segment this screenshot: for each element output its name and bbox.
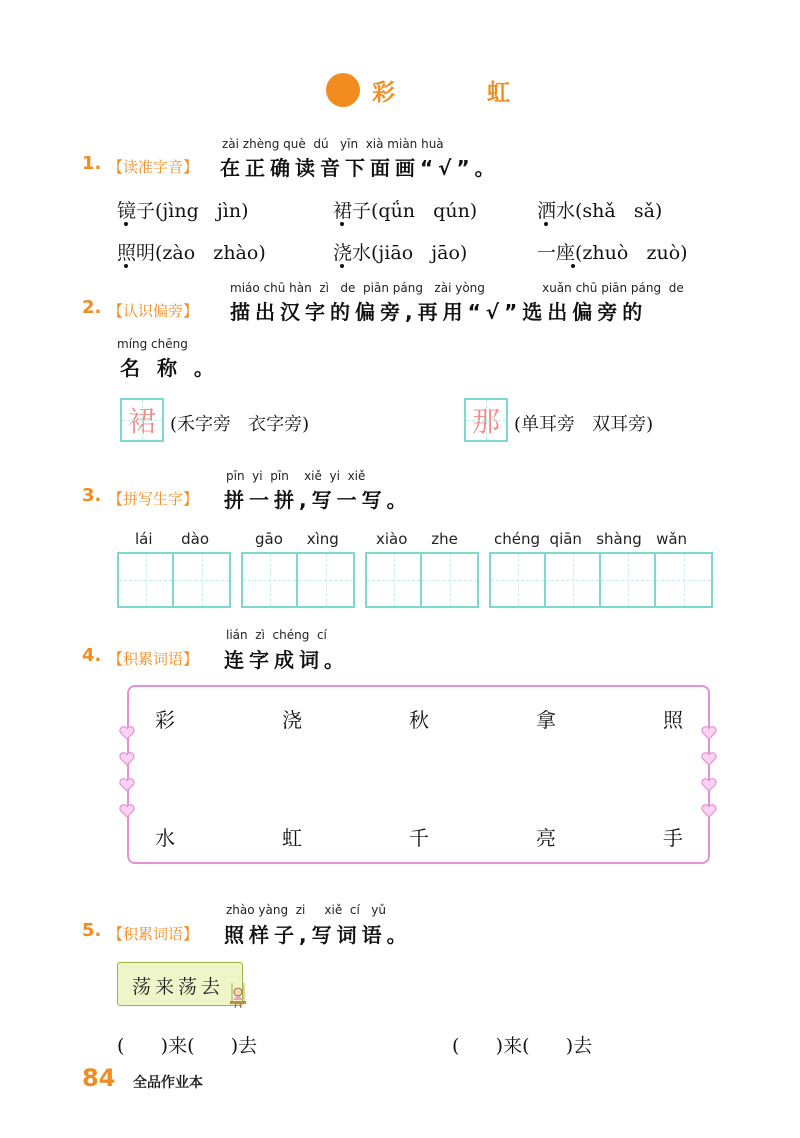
- page-number: 84: [82, 1064, 116, 1092]
- trace-char: 裙: [127, 405, 156, 438]
- heart-icon: [701, 751, 717, 767]
- q5-number: 5.: [82, 920, 102, 941]
- heart-icon: [119, 803, 135, 819]
- q1-number: 1.: [82, 153, 102, 174]
- q1-item: 浇水(jiāo jāo): [333, 242, 468, 264]
- q4-pinyin: lián zì chéng cí: [226, 628, 327, 642]
- q2-instruction-2: 名 称 。: [120, 356, 219, 380]
- writing-cell[interactable]: [298, 554, 353, 606]
- fill-blank[interactable]: ( )来( )去: [452, 1035, 593, 1057]
- word-pinyin: gāo xìng: [255, 530, 339, 548]
- connect-char-top[interactable]: 浇: [282, 708, 302, 732]
- title-text: 彩 虹: [372, 79, 553, 106]
- girl-on-swing-icon: [226, 983, 250, 1009]
- q2-pinyin: miáo chū hàn zì de piān páng zài yòng xuǎn chū piān páng de: [230, 281, 684, 295]
- emphasis-dot-icon: [340, 222, 344, 226]
- radical-trace-box[interactable]: [464, 398, 508, 442]
- heart-icon: [701, 803, 717, 819]
- connect-char-top[interactable]: 照: [663, 708, 683, 732]
- connect-char-top[interactable]: 秋: [409, 708, 429, 732]
- q4-instruction: 连字成词。: [224, 648, 349, 672]
- q5-pinyin: zhào yàng zi xiě cí yǔ: [226, 903, 386, 917]
- heart-icon: [119, 751, 135, 767]
- radical-options[interactable]: (禾字旁 衣字旁): [170, 414, 310, 435]
- word-pinyin: chéng qiān shàng wǎn: [494, 530, 688, 548]
- writing-cell[interactable]: [243, 554, 298, 606]
- q3-instruction: 拼一拼,写一写。: [224, 488, 412, 512]
- q2-tag: 【认识偏旁】: [108, 302, 199, 320]
- q2-pinyin-2: míng chēng: [117, 337, 188, 351]
- emphasis-dot-icon: [571, 264, 575, 268]
- q3-tag: 【拼写生字】: [108, 490, 199, 508]
- q1-instruction: 在正确读音下面画“√”。: [220, 156, 500, 180]
- q1-item: 洒水(shǎ sǎ): [537, 200, 663, 222]
- heart-icon: [701, 725, 717, 741]
- writing-cell[interactable]: [422, 554, 477, 606]
- q1-item: 照明(zào zhào): [117, 242, 266, 264]
- writing-grid: [365, 552, 479, 608]
- writing-cell[interactable]: [491, 554, 546, 606]
- heart-icon: [701, 777, 717, 793]
- emphasis-dot-icon: [340, 264, 344, 268]
- book-name: 全品作业本: [133, 1075, 203, 1091]
- connect-char-bottom[interactable]: 亮: [536, 826, 556, 850]
- heart-icon: [119, 725, 135, 741]
- radical-options[interactable]: (单耳旁 双耳旁): [514, 414, 654, 435]
- example-word: 荡来荡去: [132, 976, 225, 998]
- emphasis-dot-icon: [544, 222, 548, 226]
- writing-cell[interactable]: [174, 554, 229, 606]
- q3-pinyin: pīn yi pīn xiě yi xiě: [226, 469, 366, 483]
- q3-number: 3.: [82, 485, 102, 506]
- connect-char-bottom[interactable]: 水: [155, 826, 175, 850]
- writing-cell[interactable]: [601, 554, 656, 606]
- q4-tag: 【积累词语】: [108, 650, 199, 668]
- q5-instruction: 照样子,写词语。: [224, 923, 412, 947]
- radical-trace-box[interactable]: [120, 398, 164, 442]
- word-pinyin: lái dào: [135, 530, 210, 548]
- writing-cell[interactable]: [656, 554, 711, 606]
- q4-number: 4.: [82, 645, 102, 666]
- connect-char-bottom[interactable]: 千: [409, 826, 429, 850]
- word-pinyin: xiào zhe: [376, 530, 458, 548]
- connect-char-bottom[interactable]: 手: [663, 826, 683, 850]
- heart-icon: [119, 777, 135, 793]
- trace-char: 那: [471, 405, 500, 438]
- fill-blank[interactable]: ( )来( )去: [117, 1035, 258, 1057]
- q2-number: 2.: [82, 297, 102, 318]
- writing-cell[interactable]: [546, 554, 601, 606]
- writing-cell[interactable]: [367, 554, 422, 606]
- q1-tag: 【读准字音】: [108, 158, 199, 176]
- page-title: [326, 72, 552, 108]
- connect-char-top[interactable]: 彩: [155, 708, 175, 732]
- connect-char-bottom[interactable]: 虹: [282, 826, 302, 850]
- title-dot-icon: [326, 73, 360, 107]
- q5-tag: 【积累词语】: [108, 925, 199, 943]
- q1-item: 镜子(jìng jìn): [117, 200, 249, 222]
- q2-instruction: 描出汉字的偏旁,再用“√”选出偏旁的: [230, 300, 648, 324]
- q1-item: 一座(zhuò zuò): [537, 242, 688, 264]
- emphasis-dot-icon: [124, 264, 128, 268]
- connect-char-top[interactable]: 拿: [536, 708, 556, 732]
- example-card: [117, 962, 243, 1006]
- writing-cell[interactable]: [119, 554, 174, 606]
- q1-item: 裙子(qǘn qún): [333, 200, 478, 222]
- writing-grid: [117, 552, 231, 608]
- q1-pinyin: zài zhèng què dú yīn xià miàn huà: [222, 137, 444, 151]
- writing-grid: [489, 552, 713, 608]
- writing-grid: [241, 552, 355, 608]
- emphasis-dot-icon: [124, 222, 128, 226]
